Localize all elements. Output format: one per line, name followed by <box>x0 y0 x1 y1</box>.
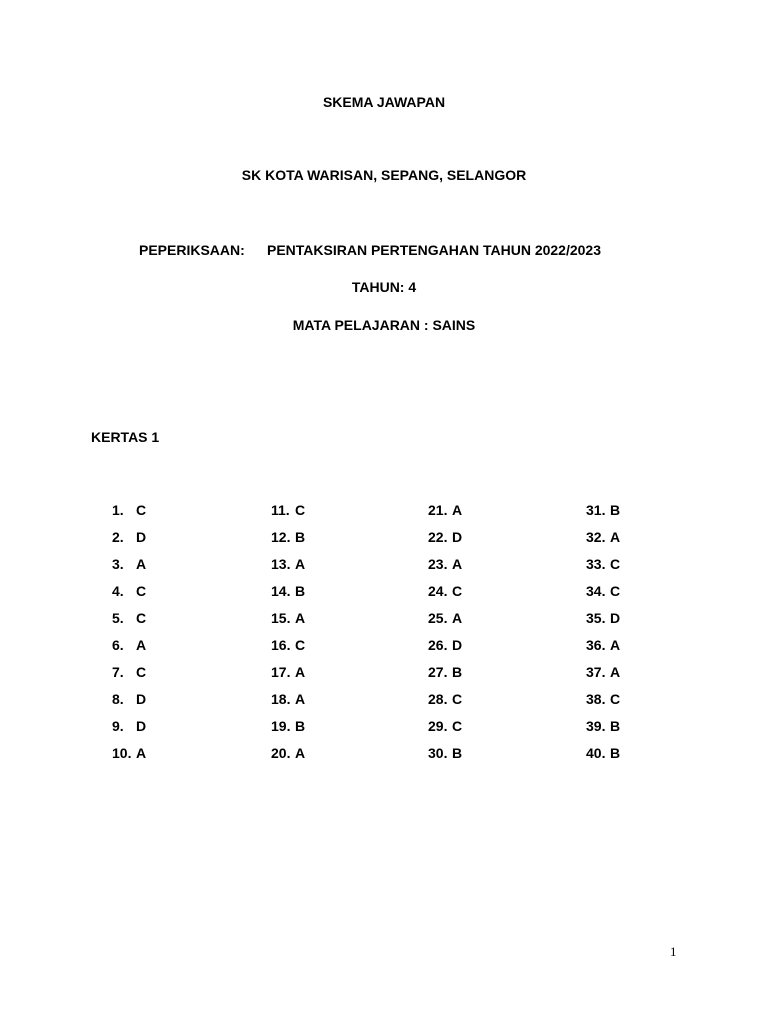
answer-letter: A <box>295 745 306 761</box>
answer-row <box>428 636 462 663</box>
answer-row <box>271 609 305 636</box>
question-number: 8. <box>112 691 124 707</box>
answer-row <box>112 501 146 528</box>
question-number: 6. <box>112 637 124 653</box>
question-number: 36. <box>586 637 606 653</box>
question-number: 7. <box>112 664 124 680</box>
year-label: TAHUN: 4 <box>351 279 417 295</box>
question-number: 22. <box>428 529 448 545</box>
answer-letter: C <box>610 583 621 599</box>
answer-row <box>428 501 462 528</box>
question-number: 3. <box>112 556 124 572</box>
answer-letter: C <box>136 664 147 680</box>
answer-letter: A <box>136 745 147 761</box>
answer-letter: A <box>610 637 621 653</box>
answer-row <box>586 582 620 609</box>
question-number: 14. <box>271 583 291 599</box>
answer-letter: D <box>136 691 147 707</box>
answer-letter: A <box>452 502 463 518</box>
answer-letter: C <box>136 502 147 518</box>
answer-letter: A <box>295 664 306 680</box>
answer-letter: A <box>136 556 147 572</box>
question-number: 15. <box>271 610 291 626</box>
question-number: 1. <box>112 502 124 518</box>
answer-letter: C <box>452 691 463 707</box>
question-number: 13. <box>271 556 291 572</box>
answer-row <box>586 609 620 636</box>
answer-row <box>428 717 462 744</box>
answer-row <box>112 744 146 771</box>
question-number: 26. <box>428 637 448 653</box>
answer-row <box>428 609 462 636</box>
answer-letter: A <box>136 637 147 653</box>
question-number: 12. <box>271 529 291 545</box>
question-number: 33. <box>586 556 606 572</box>
question-number: 27. <box>428 664 448 680</box>
answer-row <box>112 582 146 609</box>
answer-row <box>586 636 620 663</box>
answer-letter: C <box>136 583 147 599</box>
answer-letter: A <box>610 664 621 680</box>
answer-row <box>586 717 620 744</box>
answer-column-3 <box>428 501 462 771</box>
answer-letter: C <box>610 556 621 572</box>
subject-label: MATA PELAJARAN : SAINS <box>292 317 476 333</box>
answer-letter: A <box>610 529 621 545</box>
answer-letter: D <box>136 529 147 545</box>
question-number: 19. <box>271 718 291 734</box>
question-number: 38. <box>586 691 606 707</box>
answer-letter: A <box>295 556 306 572</box>
school-name: SK KOTA WARISAN, SEPANG, SELANGOR <box>241 167 527 183</box>
exam-name: PENTAKSIRAN PERTENGAHAN TAHUN 2022/2023 <box>267 242 601 258</box>
answer-row <box>112 636 146 663</box>
answer-row <box>428 582 462 609</box>
question-number: 40. <box>586 745 606 761</box>
answer-row <box>428 744 462 771</box>
answer-row <box>112 528 146 555</box>
answer-row <box>271 690 305 717</box>
question-number: 37. <box>586 664 606 680</box>
answer-row <box>271 555 305 582</box>
answer-row <box>271 582 305 609</box>
answer-letter: A <box>452 610 463 626</box>
answer-letter: D <box>610 610 621 626</box>
question-number: 20. <box>271 745 291 761</box>
answer-letter: B <box>295 718 306 734</box>
answer-row <box>428 555 462 582</box>
answer-row <box>428 690 462 717</box>
question-number: 28. <box>428 691 448 707</box>
question-number: 39. <box>586 718 606 734</box>
answer-row <box>586 663 620 690</box>
question-number: 24. <box>428 583 448 599</box>
question-number: 32. <box>586 529 606 545</box>
answer-row <box>428 663 462 690</box>
answer-letter: B <box>452 745 463 761</box>
question-number: 11. <box>271 502 290 518</box>
question-number: 10. <box>112 745 132 761</box>
section-title: KERTAS 1 <box>91 429 160 445</box>
answer-column-2 <box>271 501 305 771</box>
answer-row <box>428 528 462 555</box>
answer-letter: C <box>295 502 306 518</box>
question-number: 34. <box>586 583 606 599</box>
exam-label: PEPERIKSAAN: <box>139 242 245 258</box>
answer-row <box>586 501 620 528</box>
document-title: SKEMA JAWAPAN <box>322 94 446 110</box>
answer-row <box>112 555 146 582</box>
answer-letter: C <box>295 637 306 653</box>
answer-row <box>112 663 146 690</box>
question-number: 23. <box>428 556 448 572</box>
question-number: 2. <box>112 529 124 545</box>
answer-row <box>271 663 305 690</box>
question-number: 5. <box>112 610 124 626</box>
question-number: 30. <box>428 745 448 761</box>
question-number: 4. <box>112 583 124 599</box>
answer-letter: D <box>136 718 147 734</box>
answer-row <box>271 501 305 528</box>
answer-letter: A <box>295 691 306 707</box>
answer-row <box>586 555 620 582</box>
answer-letter: B <box>295 529 306 545</box>
question-number: 17. <box>271 664 291 680</box>
answer-row <box>112 609 146 636</box>
answer-letter: A <box>452 556 463 572</box>
answer-letter: B <box>610 718 621 734</box>
answer-row <box>271 528 305 555</box>
answer-letter: D <box>452 529 463 545</box>
question-number: 25. <box>428 610 448 626</box>
question-number: 35. <box>586 610 606 626</box>
answer-row <box>586 528 620 555</box>
answer-row <box>586 690 620 717</box>
answer-row <box>586 744 620 771</box>
answer-letter: B <box>452 664 463 680</box>
question-number: 31. <box>586 502 606 518</box>
answer-row <box>112 717 146 744</box>
answer-row <box>112 690 146 717</box>
question-number: 16. <box>271 637 291 653</box>
answer-row <box>271 744 305 771</box>
answer-letter: D <box>452 637 463 653</box>
answer-letter: B <box>610 745 621 761</box>
page-number: 1 <box>670 944 677 959</box>
answer-column-1 <box>112 501 146 771</box>
answer-letter: C <box>452 718 463 734</box>
question-number: 21. <box>428 502 448 518</box>
question-number: 9. <box>112 718 124 734</box>
answer-letter: B <box>610 502 621 518</box>
answer-column-4 <box>586 501 620 771</box>
answer-row <box>271 636 305 663</box>
question-number: 18. <box>271 691 291 707</box>
answer-letter: C <box>136 610 147 626</box>
question-number: 29. <box>428 718 448 734</box>
answer-letter: C <box>452 583 463 599</box>
answer-letter: B <box>295 583 306 599</box>
answer-letter: C <box>610 691 621 707</box>
answer-letter: A <box>295 610 306 626</box>
answer-row <box>271 717 305 744</box>
